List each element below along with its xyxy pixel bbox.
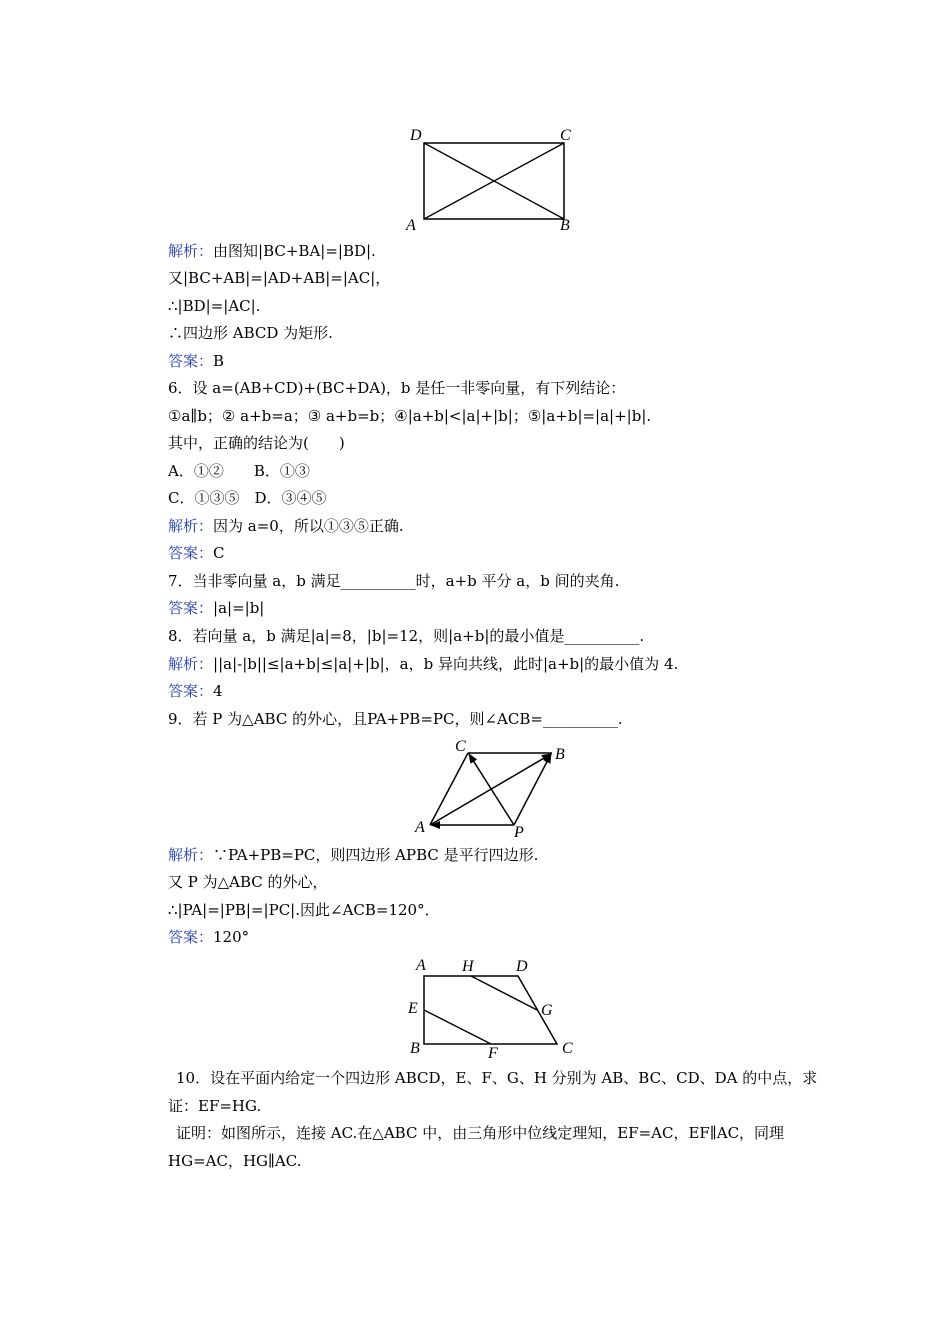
answer-value: 120°: [213, 928, 250, 946]
q6-ask: 其中，正确的结论为( ): [168, 434, 345, 452]
label-G: G: [541, 1002, 553, 1019]
analysis-text: ∵PA+PB=PC，则四边形 APBC 是平行四边形.: [213, 846, 539, 864]
label-B: B: [410, 1040, 420, 1057]
q7-stem: 7．当非零向量 a，b 满足__________时，a+b 平分 a，b 间的夹角.: [168, 572, 620, 590]
label-C: C: [560, 127, 571, 144]
answer-value: C: [213, 544, 225, 562]
q8-answer: [168, 681, 223, 701]
q6-analysis: [168, 516, 404, 536]
q5-answer: [168, 351, 224, 371]
answer-label: 答案：: [168, 544, 214, 562]
answer-label: 答案：: [168, 682, 214, 700]
q6-answer: [168, 543, 225, 563]
q6-stem: 6．设 a=(AB+CD)+(BC+DA)，b 是任一非零向量，有下列结论：: [168, 379, 626, 397]
q8-stem: 8．若向量 a，b 满足|a|=8，|b|=12，则|a+b|的最小值是__________.: [168, 627, 645, 645]
label-D: D: [516, 958, 528, 975]
analysis-label: 解析：: [168, 846, 214, 864]
q9-analysis-3: ∴|PA|=|PB|=|PC|.因此∠ACB=120°．: [168, 901, 440, 919]
q5-analysis-3: ∴|BD|=|AC|.: [168, 297, 261, 315]
analysis-text: ||a|-|b||≤|a+b|≤|a|+|b|，a，b 异向共线，此时|a+b|的最小值为 4.: [213, 655, 679, 673]
answer-value: |a|=|b|: [213, 599, 265, 617]
answer-label: 答案：: [168, 928, 214, 946]
label-E: E: [408, 1000, 418, 1017]
q8-analysis: [168, 654, 678, 674]
q5-analysis-4: ∴四边形 ABCD 为矩形.: [168, 324, 333, 342]
label-B: B: [560, 217, 570, 234]
label-A: A: [415, 819, 425, 836]
q10-stem-2: 证：EF=HG.: [168, 1097, 262, 1115]
q6-opt-cd: C．①③⑤ D．③④⑤: [168, 489, 327, 507]
label-C: C: [455, 738, 466, 755]
analysis-text: 由图知|BC+BA|=|BD|.: [213, 242, 376, 260]
label-A: A: [416, 957, 426, 974]
label-H: H: [462, 958, 474, 975]
answer-value: B: [213, 352, 225, 370]
label-F: F: [488, 1045, 498, 1062]
label-A: A: [406, 217, 416, 234]
quadrilateral-figure: [400, 955, 585, 1065]
q10-stem-1: 10．设在平面内给定一个四边形 ABCD，E、F、G、H 分别为 AB、BC、CD、DA 的中点，求: [176, 1069, 818, 1087]
label-P: P: [514, 824, 524, 839]
analysis-label: 解析：: [168, 655, 214, 673]
q5-analysis-2: 又|BC+AB|=|AD+AB|=|AC|，: [168, 269, 391, 287]
q9-analysis-2: 又 P 为△ABC 的外心，: [168, 873, 328, 891]
q6-opt-ab: A．①② B．①③: [168, 462, 310, 480]
answer-label: 答案：: [168, 352, 214, 370]
q9-analysis-1: [168, 845, 538, 865]
parallelogram-figure: [410, 737, 580, 839]
q6-options-line: ①a∥b；② a+b=a；③ a+b=b；④|a+b|<|a|+|b|；⑤|a+b|=|a|+|b|.: [168, 407, 652, 425]
analysis-text: 因为 a=0，所以①③⑤正确.: [213, 517, 404, 535]
answer-value: 4: [213, 682, 223, 700]
label-B: B: [555, 746, 565, 763]
label-D: D: [410, 127, 422, 144]
q9-answer: [168, 927, 249, 947]
q7-answer: [168, 598, 264, 618]
rectangle-figure: [400, 122, 590, 234]
q9-stem: 9．若 P 为△ABC 的外心，且PA+PB=PC，则∠ACB=__________.: [168, 710, 623, 728]
answer-label: 答案：: [168, 599, 214, 617]
q5-analysis-1: [168, 241, 376, 261]
analysis-label: 解析：: [168, 517, 214, 535]
label-C: C: [562, 1040, 573, 1057]
analysis-label: 解析：: [168, 242, 214, 260]
q10-proof-2: HG=AC，HG∥AC.: [168, 1152, 302, 1170]
q10-proof-1: 证明：如图所示，连接 AC.在△ABC 中，由三角形中位线定理知，EF=AC，EF∥AC，同理: [176, 1124, 785, 1142]
